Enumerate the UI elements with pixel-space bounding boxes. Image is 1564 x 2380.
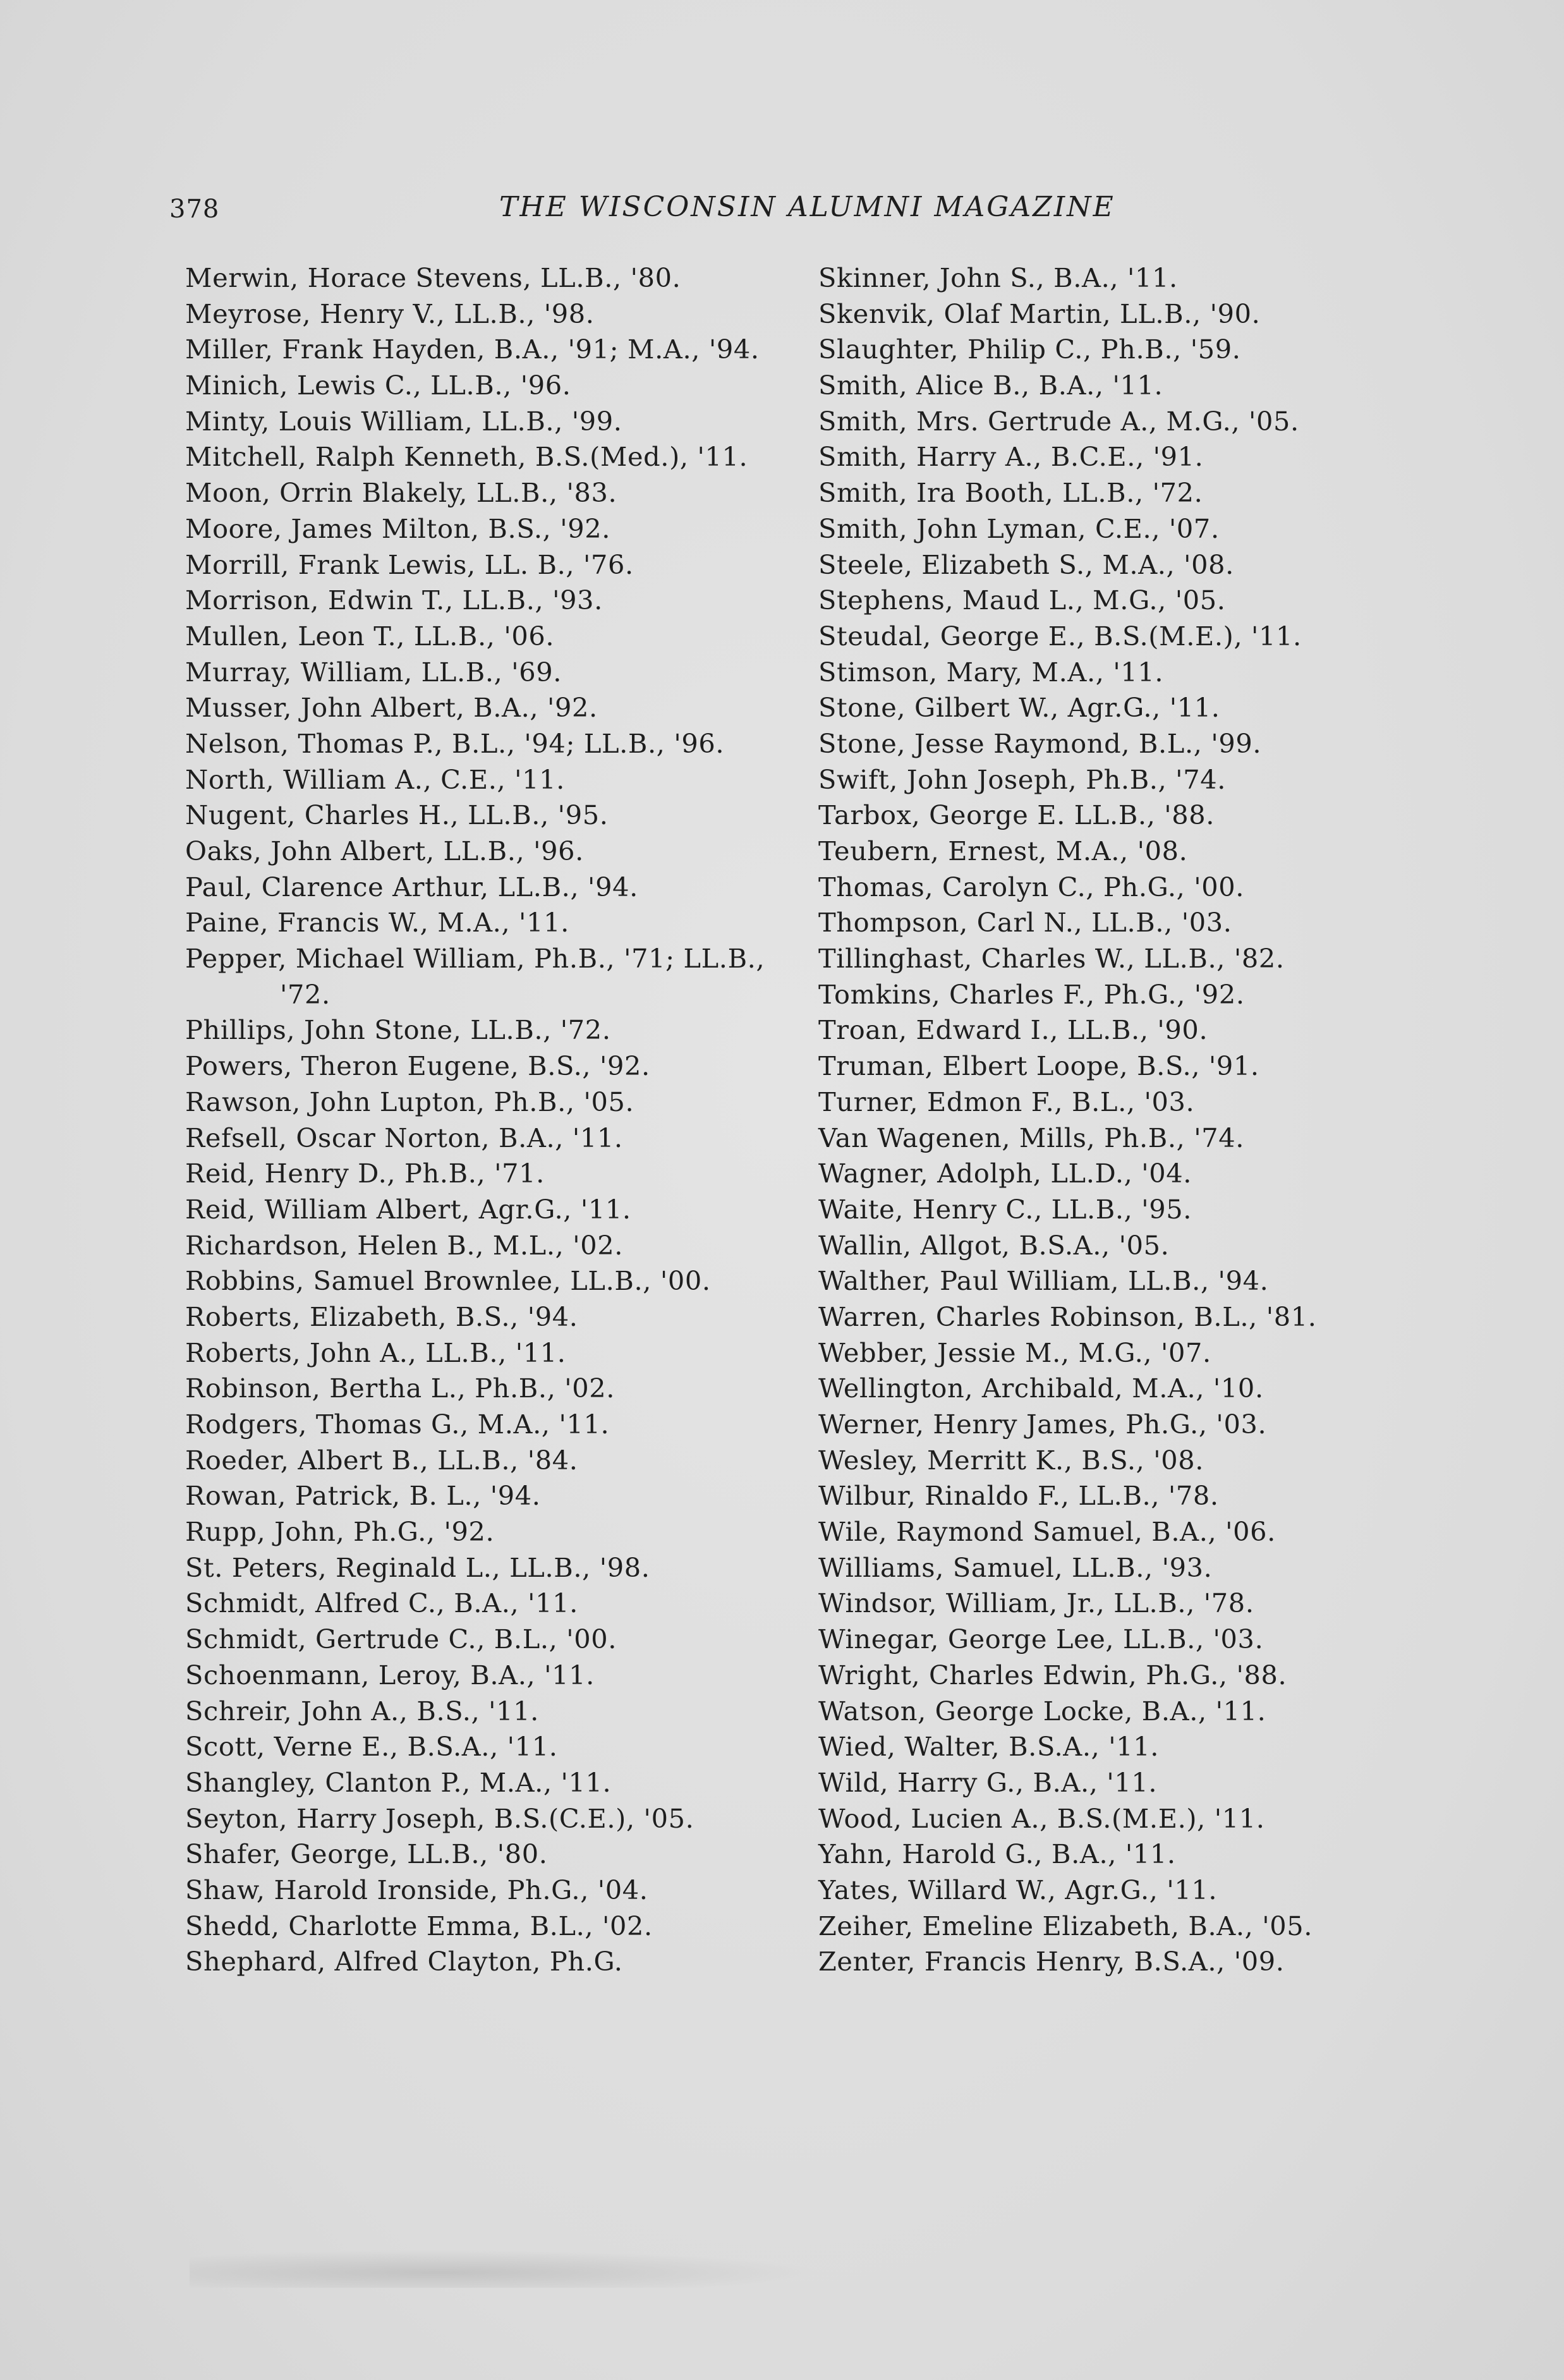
list-item: Rupp, John, Ph.G., '92. bbox=[185, 1516, 495, 1548]
list-item: Roberts, Elizabeth, B.S., '94. bbox=[185, 1301, 578, 1332]
list-item: Swift, John Joseph, Ph.B., '74. bbox=[818, 763, 1226, 795]
list-item: Skinner, John S., B.A., '11. bbox=[818, 262, 1178, 293]
list-item: Smith, Alice B., B.A., '11. bbox=[818, 370, 1163, 401]
list-item: Webber, Jessie M., M.G., '07. bbox=[818, 1337, 1211, 1368]
list-item: Turner, Edmon F., B.L., '03. bbox=[818, 1086, 1195, 1117]
list-item: Schoenmann, Leroy, B.A., '11. bbox=[185, 1659, 595, 1691]
list-item: Shangley, Clanton P., M.A., '11. bbox=[185, 1766, 612, 1798]
list-item: Morrill, Frank Lewis, LL. B., '76. bbox=[185, 549, 634, 580]
list-item: Pepper, Michael William, Ph.B., '71; LL.B., bbox=[185, 943, 765, 974]
right-column-list bbox=[818, 260, 1419, 1980]
list-item: Wagner, Adolph, LL.D., '04. bbox=[818, 1158, 1192, 1189]
list-item: Roberts, John A., LL.B., '11. bbox=[185, 1337, 566, 1368]
list-item: Meyrose, Henry V., LL.B., '98. bbox=[185, 298, 595, 329]
list-item: Roeder, Albert B., LL.B., '84. bbox=[185, 1444, 578, 1476]
list-item: Smith, Harry A., B.C.E., '91. bbox=[818, 441, 1204, 473]
list-item: Shephard, Alfred Clayton, Ph.G. bbox=[185, 1946, 623, 1977]
list-item: Walther, Paul William, LL.B., '94. bbox=[818, 1265, 1269, 1297]
list-item: Winegar, George Lee, LL.B., '03. bbox=[818, 1624, 1264, 1655]
list-item: Stone, Gilbert W., Agr.G., '11. bbox=[818, 692, 1220, 724]
list-item: Robbins, Samuel Brownlee, LL.B., '00. bbox=[185, 1265, 711, 1297]
list-item: Smith, Ira Booth, LL.B., '72. bbox=[818, 477, 1203, 509]
list-item: Moore, James Milton, B.S., '92. bbox=[185, 513, 611, 544]
list-item: Schmidt, Gertrude C., B.L., '00. bbox=[185, 1624, 617, 1655]
list-item: Wild, Harry G., B.A., '11. bbox=[818, 1766, 1158, 1798]
list-item: Skenvik, Olaf Martin, LL.B., '90. bbox=[818, 298, 1261, 329]
list-item: Yates, Willard W., Agr.G., '11. bbox=[818, 1874, 1218, 1905]
list-item: Wesley, Merritt K., B.S., '08. bbox=[818, 1444, 1204, 1476]
list-item: Wright, Charles Edwin, Ph.G., '88. bbox=[818, 1659, 1287, 1691]
list-item-continuation: '72. bbox=[280, 978, 330, 1010]
list-item: Wile, Raymond Samuel, B.A., '06. bbox=[818, 1516, 1276, 1548]
list-item: St. Peters, Reginald L., LL.B., '98. bbox=[185, 1551, 650, 1583]
list-item: Refsell, Oscar Norton, B.A., '11. bbox=[185, 1122, 623, 1153]
list-item: Tillinghast, Charles W., LL.B., '82. bbox=[818, 943, 1285, 974]
list-item: Reid, Henry D., Ph.B., '71. bbox=[185, 1158, 545, 1189]
list-item: Oaks, John Albert, LL.B., '96. bbox=[185, 835, 584, 866]
list-item: Truman, Elbert Loope, B.S., '91. bbox=[818, 1050, 1259, 1082]
list-item: Miller, Frank Hayden, B.A., '91; M.A., '94. bbox=[185, 334, 760, 365]
list-item: Smith, John Lyman, C.E., '07. bbox=[818, 513, 1220, 544]
list-item: Shaw, Harold Ironside, Ph.G., '04. bbox=[185, 1874, 648, 1905]
list-item: Rawson, John Lupton, Ph.B., '05. bbox=[185, 1086, 634, 1117]
list-item: Windsor, William, Jr., LL.B., '78. bbox=[818, 1588, 1254, 1619]
list-item: Phillips, John Stone, LL.B., '72. bbox=[185, 1014, 611, 1046]
list-item: Tarbox, George E. LL.B., '88. bbox=[818, 799, 1215, 831]
list-item: Warren, Charles Robinson, B.L., '81. bbox=[818, 1301, 1317, 1332]
list-item: Teubern, Ernest, M.A., '08. bbox=[818, 835, 1188, 866]
list-item: Thomas, Carolyn C., Ph.G., '00. bbox=[818, 871, 1245, 902]
list-item: Nugent, Charles H., LL.B., '95. bbox=[185, 799, 609, 831]
list-item: Wellington, Archibald, M.A., '10. bbox=[818, 1373, 1264, 1404]
list-item: Tomkins, Charles F., Ph.G., '92. bbox=[818, 978, 1245, 1010]
list-item: Mitchell, Ralph Kenneth, B.S.(Med.), '11. bbox=[185, 441, 748, 473]
list-item: Smith, Mrs. Gertrude A., M.G., '05. bbox=[818, 405, 1299, 437]
list-item: Minich, Lewis C., LL.B., '96. bbox=[185, 370, 571, 401]
left-column-list bbox=[185, 260, 792, 1980]
list-item: Scott, Verne E., B.S.A., '11. bbox=[185, 1731, 558, 1763]
running-title: THE WISCONSIN ALUMNI MAGAZINE bbox=[499, 191, 1115, 223]
list-item: Robinson, Bertha L., Ph.B., '02. bbox=[185, 1373, 615, 1404]
list-item: Morrison, Edwin T., LL.B., '93. bbox=[185, 585, 603, 616]
list-item: Williams, Samuel, LL.B., '93. bbox=[818, 1551, 1213, 1583]
list-item: Steudal, George E., B.S.(M.E.), '11. bbox=[818, 620, 1302, 652]
list-item: Paul, Clarence Arthur, LL.B., '94. bbox=[185, 871, 638, 902]
list-item: Powers, Theron Eugene, B.S., '92. bbox=[185, 1050, 650, 1082]
list-item: Steele, Elizabeth S., M.A., '08. bbox=[818, 549, 1234, 580]
list-item: Nelson, Thomas P., B.L., '94; LL.B., '96. bbox=[185, 727, 725, 759]
list-item: Seyton, Harry Joseph, B.S.(C.E.), '05. bbox=[185, 1802, 694, 1834]
page-header bbox=[0, 190, 1564, 234]
list-item: Minty, Louis William, LL.B., '99. bbox=[185, 405, 622, 437]
list-item: Shedd, Charlotte Emma, B.L., '02. bbox=[185, 1910, 653, 1941]
list-item: Paine, Francis W., M.A., '11. bbox=[185, 907, 569, 938]
list-item: Werner, Henry James, Ph.G., '03. bbox=[818, 1409, 1267, 1440]
list-item: Watson, George Locke, B.A., '11. bbox=[818, 1695, 1266, 1727]
list-item: Stone, Jesse Raymond, B.L., '99. bbox=[818, 727, 1262, 759]
list-item: Wied, Walter, B.S.A., '11. bbox=[818, 1731, 1160, 1763]
list-item: Rodgers, Thomas G., M.A., '11. bbox=[185, 1409, 610, 1440]
list-item: Shafer, George, LL.B., '80. bbox=[185, 1838, 548, 1870]
list-item: Van Wagenen, Mills, Ph.B., '74. bbox=[818, 1122, 1245, 1153]
list-item: Mullen, Leon T., LL.B., '06. bbox=[185, 620, 555, 652]
list-item: Murray, William, LL.B., '69. bbox=[185, 656, 562, 688]
list-item: Stephens, Maud L., M.G., '05. bbox=[818, 585, 1226, 616]
page-number: 378 bbox=[169, 195, 220, 224]
list-item: Schreir, John A., B.S., '11. bbox=[185, 1695, 539, 1727]
list-item: Richardson, Helen B., M.L., '02. bbox=[185, 1229, 624, 1261]
list-item: Wilbur, Rinaldo F., LL.B., '78. bbox=[818, 1480, 1219, 1512]
list-item: Yahn, Harold G., B.A., '11. bbox=[818, 1838, 1176, 1870]
list-item: Rowan, Patrick, B. L., '94. bbox=[185, 1480, 541, 1512]
list-item: Moon, Orrin Blakely, LL.B., '83. bbox=[185, 477, 617, 509]
list-item: Wallin, Allgot, B.S.A., '05. bbox=[818, 1229, 1170, 1261]
list-item: Zenter, Francis Henry, B.S.A., '09. bbox=[818, 1946, 1285, 1977]
list-item: Wood, Lucien A., B.S.(M.E.), '11. bbox=[818, 1802, 1265, 1834]
paper-smudge bbox=[190, 2250, 821, 2288]
list-item: Zeiher, Emeline Elizabeth, B.A., '05. bbox=[818, 1910, 1313, 1941]
list-item: Thompson, Carl N., LL.B., '03. bbox=[818, 907, 1232, 938]
list-item: Slaughter, Philip C., Ph.B., '59. bbox=[818, 334, 1241, 365]
list-item: Schmidt, Alfred C., B.A., '11. bbox=[185, 1588, 578, 1619]
list-item: Reid, William Albert, Agr.G., '11. bbox=[185, 1193, 631, 1225]
list-item: North, William A., C.E., '11. bbox=[185, 763, 565, 795]
list-item: Merwin, Horace Stevens, LL.B., '80. bbox=[185, 262, 681, 293]
list-item: Troan, Edward I., LL.B., '90. bbox=[818, 1014, 1208, 1046]
list-item: Waite, Henry C., LL.B., '95. bbox=[818, 1193, 1192, 1225]
list-item: Stimson, Mary, M.A., '11. bbox=[818, 656, 1164, 688]
list-item: Musser, John Albert, B.A., '92. bbox=[185, 692, 598, 724]
